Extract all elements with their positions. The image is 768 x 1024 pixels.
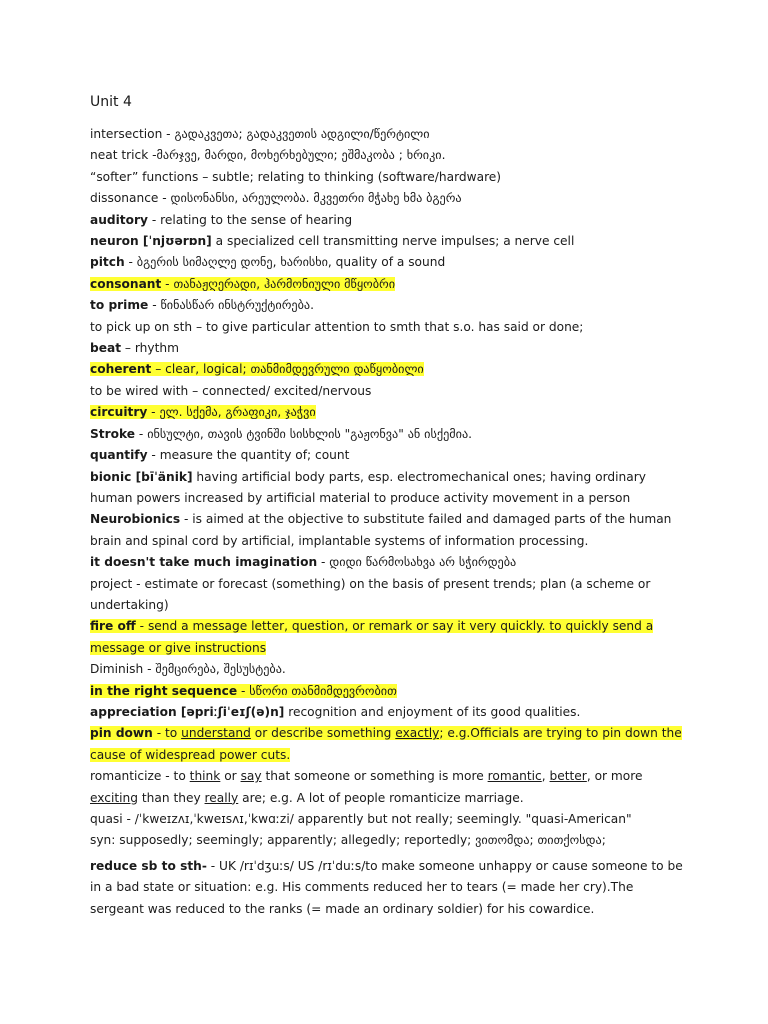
entry-text: recognition and enjoyment of its good qualities.: [288, 704, 581, 719]
entry-text: a specialized cell transmitting nerve impulses; a nerve cell: [211, 234, 575, 249]
entry-text: to be wired with – connected/ excited/nervous: [90, 383, 372, 398]
vocabulary-entry: [90, 445, 690, 466]
entry-text: syn: supposedly; seemingly; apparently; allegedly; reportedly; ვითომდა; თითქოსდა;: [90, 833, 606, 848]
entry-text: - თანაჟღერადი, ჰარმონიული მწყობრი: [161, 276, 396, 291]
entry-text: გადაკვეთა; გადაკვეთის ადგილი/წერტილი: [174, 127, 430, 141]
vocabulary-entry: [90, 830, 690, 851]
entry-text: ; e.g.Officials are trying to pin down the cause of widespread power cuts.: [90, 726, 682, 762]
vocabulary-entry: [90, 509, 690, 552]
entry-term: appreciation [əpriːʃiˈeɪʃ(ə)n]: [90, 704, 285, 719]
vocabulary-entry: [90, 295, 690, 316]
vocabulary-entry: [90, 359, 690, 380]
vocabulary-entry: [90, 167, 690, 188]
entry-text: or: [220, 769, 241, 784]
entry-text: -: [135, 426, 148, 441]
entry-text: to pick up on sth – to give particular attention to smth that s.o. has said or done;: [90, 319, 584, 334]
entry-term: quantify: [90, 448, 148, 463]
entry-text: , or more: [586, 769, 643, 784]
underlined-word: say: [240, 769, 262, 784]
unit-title: Unit 4: [90, 94, 132, 110]
vocabulary-entry: [90, 424, 690, 445]
vocabulary-entry: [90, 809, 690, 830]
entry-text: “softer” functions – subtle; relating to thinking (software/hardware): [90, 169, 502, 184]
entry-text: romanticize - to: [90, 769, 190, 784]
entry-text: - სწორი თანმიმდევრობით: [237, 683, 397, 698]
vocabulary-entry: [90, 574, 690, 617]
vocabulary-entry: [90, 124, 690, 145]
underlined-word: understand: [181, 726, 251, 741]
vocabulary-entry: [90, 702, 690, 723]
entry-text: Diminish - შემცირება, შესუსტება.: [90, 662, 286, 677]
vocabulary-entry: [90, 766, 690, 809]
entry-term: auditory: [90, 212, 148, 227]
entry-text: ბგერის სიმაღლე დონე, ხარისხი, quality of a sound: [136, 255, 446, 270]
vocabulary-entry: [90, 274, 690, 295]
entry-term: Stroke: [90, 426, 136, 441]
entry-text: - send a message letter, question, or remark or say it very quickly. to quickly send a message or give instructions: [90, 619, 654, 655]
vocabulary-entry: [90, 338, 690, 359]
entry-text: – rhythm: [121, 341, 179, 356]
entry-text: -: [147, 405, 160, 420]
entry-text: - UK /rɪˈdʒuːs/ US /rɪˈduːs/to make someone unhappy or cause someone to be in a bad state or situation: e.g. His comments reduced her to tears (= made her cry).The sergeant was reduced to the ranks (= made an ordinary soldier) for his cowardice.: [90, 858, 683, 916]
entry-term: in the right sequence: [90, 683, 238, 698]
vocabulary-entry: [90, 616, 690, 659]
entry-term: neuron [ˈnjʊərɒn]: [90, 234, 212, 249]
entry-term: beat: [90, 341, 122, 356]
entry-text: -: [124, 255, 137, 270]
entry-text: -: [147, 212, 161, 227]
vocabulary-entry: [90, 381, 690, 402]
entry-text: relating to the sense of hearing: [160, 212, 353, 227]
vocabulary-entry: [90, 317, 690, 338]
entry-term: it doesn't take much imagination: [90, 555, 318, 570]
entry-text: ელ. სქემა, გრაფიკი, ჯაჭვი: [159, 405, 316, 420]
entry-text: - measure the quantity of; count: [147, 448, 350, 463]
vocabulary-entry: [90, 188, 690, 209]
entry-text: ,: [541, 769, 550, 784]
entry-text: წინასწარ ინსტრუქტირება.: [160, 298, 314, 313]
underlined-word: think: [189, 769, 221, 784]
entry-text: intersection -: [90, 127, 175, 141]
entry-text: or describe something: [250, 726, 396, 741]
vocabulary-entry: [90, 681, 690, 702]
entry-text: – clear, logical; თანმიმდევრული დაწყობილი: [151, 362, 424, 377]
vocabulary-entry: [90, 252, 690, 273]
vocabulary-entry: [90, 723, 690, 766]
vocabulary-entry: [90, 552, 690, 573]
underlined-word: exactly: [395, 726, 440, 741]
vocabulary-entry: [90, 659, 690, 680]
entry-text: - დიდი წარმოსახვა არ სჭირდება: [317, 555, 517, 570]
vocabulary-entry: [90, 231, 690, 252]
entry-text: - to: [152, 726, 182, 741]
vocabulary-entry: [90, 402, 690, 423]
entry-term: coherent: [90, 362, 152, 377]
entry-term: consonant: [90, 276, 162, 291]
entry-term: pin down: [90, 726, 153, 741]
entry-text: dissonance -: [90, 191, 171, 206]
vocabulary-entry: [90, 856, 690, 920]
vocabulary-list: [90, 124, 690, 920]
entry-term: bionic [bīˈänik]: [90, 469, 193, 484]
entry-term: Neurobionics: [90, 512, 181, 527]
entry-text: having artificial body parts, esp. electromechanical ones; having ordinary human powers increased by artificial material to produce activity movement in a person: [90, 469, 646, 505]
entry-term: pitch: [90, 255, 125, 270]
entry-text: -: [148, 298, 161, 313]
underlined-word: romantic: [487, 769, 542, 784]
underlined-word: really: [204, 790, 239, 805]
entry-term: reduce sb to sth-: [90, 858, 207, 873]
entry-text: - is aimed at the objective to substitute failed and damaged parts of the human brain and spinal cord by artificial, implantable systems of information processing.: [90, 512, 672, 548]
underlined-word: better: [549, 769, 587, 784]
entry-text: quasi - /ˈkweɪzʌɪ,ˈkweɪsʌɪ,ˈkwɑːzi/ apparently but not really; seemingly. "quasi-American": [90, 812, 632, 826]
entry-text: დისონანსი, არეულობა. მკვეთრი მჭახე ხმა ბგერა: [170, 191, 462, 206]
vocabulary-entry: [90, 467, 690, 510]
entry-term: to prime: [90, 298, 149, 313]
entry-text: than they: [138, 790, 205, 805]
vocabulary-entry: [90, 145, 690, 166]
underlined-word: exciting: [90, 790, 138, 805]
entry-text: are; e.g. A lot of people romanticize marriage.: [238, 790, 524, 805]
entry-text: project - estimate or forecast (something) on the basis of present trends; plan (a scheme or undertaking): [90, 576, 651, 612]
entry-term: fire off: [90, 619, 136, 634]
entry-text: ინსულტი, თავის ტვინში სისხლის "გაჟონვა" ან ისქემია.: [147, 426, 473, 441]
entry-text: neat trick -მარჯვე, მარდი, მოხერხებული; ეშმაკობა ; ხრიკი.: [90, 148, 446, 163]
entry-text: that someone or something is more: [261, 769, 488, 784]
entry-term: circuitry: [90, 405, 148, 420]
vocabulary-entry: [90, 210, 690, 231]
